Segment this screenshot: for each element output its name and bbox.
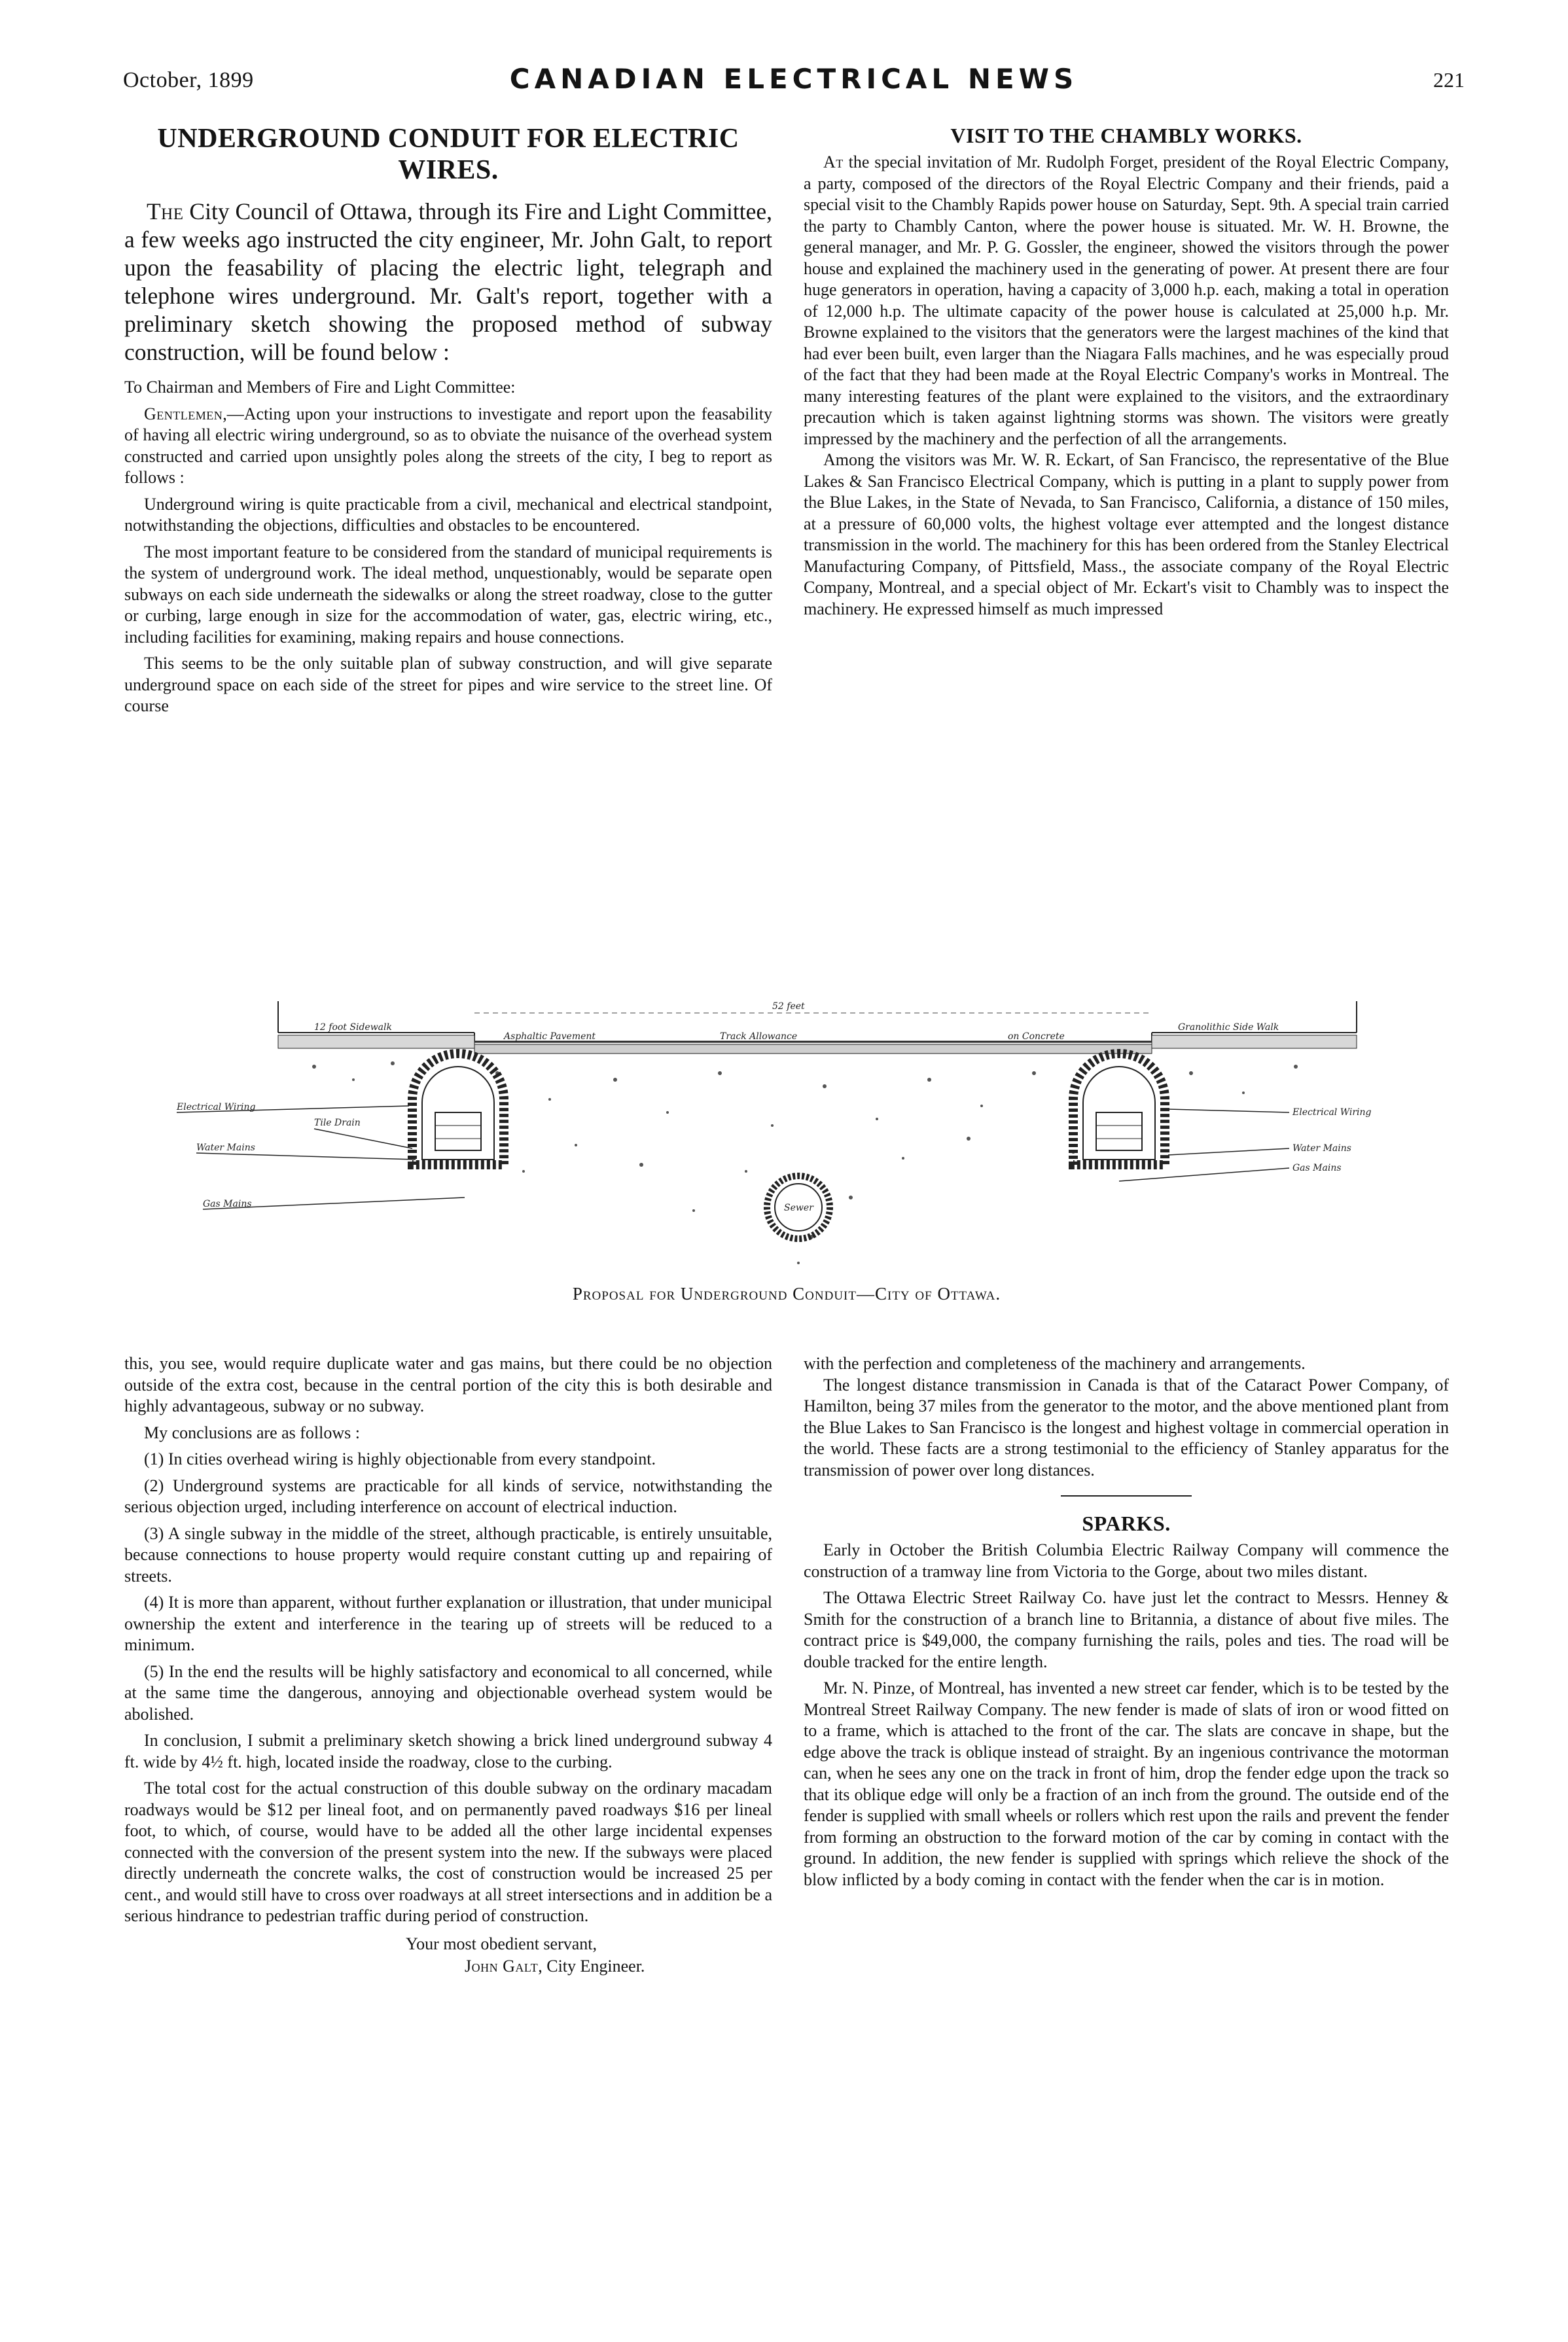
lead-text: City Council of Ottawa, through its Fire and Light Committee, a few weeks ago instructed the city engineer, Mr. John Galt, to report upon the feasability of placing the electric light, telegraph and telephone wires underground. Mr. Galt's report, together with a preliminary sketch showing the proposed method of subway construction, will be found below : — [124, 198, 772, 365]
cross-section-drawing — [157, 1001, 1387, 1289]
article-underground-conduit-part1 — [124, 123, 772, 717]
label-electrical-left: Electrical Wiring — [177, 1102, 256, 1112]
article-title: VISIT TO THE CHAMBLY WORKS. — [950, 124, 1302, 147]
masthead: CANADIAN ELECTRICAL NEWS — [509, 63, 1078, 95]
label-asphalt: Asphaltic Pavement — [504, 1031, 596, 1042]
article-paragraph — [804, 152, 1449, 450]
article-underground-conduit-part2 — [124, 1353, 772, 1977]
report-paragraph: The total cost for the actual construction of this double subway on the ordinary macadam roadways would be $12 per lineal foot, and on permanently paved roadways $16 per lineal foot, to which, of course, would have to be added all the other large incidental expenses connected with the conversion of the present system into the new. If the subways were placed directly underneath the concrete walks, the cost of construction would be increased 25 per cent., and would still have to cross over roadways at all street intersections and in addition be a serious hindrance to pedestrian traffic during period of construction. — [124, 1779, 772, 1925]
article-title: UNDERGROUND CONDUIT FOR ELECTRIC WIRES. — [157, 124, 739, 185]
running-header — [123, 64, 1465, 103]
article-paragraph: Among the visitors was Mr. W. R. Eckart, of San Francisco, the representative of the Blue Lakes & San Francisco Electrical Company, which is putting in a plant to supply power from the Blue Lakes, in the State of Nevada, to San Francisco, California, a distance of 150 miles, at a pressure of 60,000 volts, the highest voltage ever attempted and the longest distance transmission in the world. The machinery for this has been ordered from the Stanley Electrical Manufacturing Company, of Pittsfield, Mass., the associate company of the Royal Electric Company, Montreal, and a special object of Mr. Eckart's visit to Chambly was to inspect the machinery. He expressed himself as much impressed — [804, 450, 1449, 618]
conclusion-item: (1) In cities overhead wiring is highly objectionable from every standpoint. — [144, 1449, 656, 1468]
signature-title: , City Engineer. — [538, 1956, 645, 1976]
salutation: To Chairman and Members of Fire and Light Committee: — [124, 378, 516, 397]
label-track: Track Allowance — [720, 1031, 798, 1042]
article-paragraph: with the perfection and completeness of the machinery and arrangements. — [804, 1354, 1306, 1373]
first-word: At — [823, 152, 844, 171]
report-body-continued — [124, 1353, 772, 1927]
label-sidewalk-left: 12 foot Sidewalk — [314, 1022, 392, 1033]
article-chambly-works-part1 — [804, 123, 1449, 620]
article-paragraph: The longest distance transmission in Canada is that of the Cataract Power Company, of Hamilton, being 37 miles from the generator to the motor, and the above mentioned plant from the Blue Lakes to San Francisco is the longest and highest voltage in commercial operation in the world. These facts are a strong testimonial to the efficiency of Stanley apparatus for the transmission of power over long distances. — [804, 1375, 1449, 1480]
signature — [124, 1956, 772, 1977]
report-paragraph: In conclusion, I submit a preliminary sketch showing a brick lined underground subway 4 ft. wide by 4½ ft. high, located inside the roadway, close to the curbing. — [124, 1731, 772, 1771]
label-water-right: Water Mains — [1292, 1143, 1351, 1154]
label-gas-right: Gas Mains — [1292, 1163, 1342, 1173]
report-paragraph: This seems to be the only suitable plan of subway construction, and will give separate underground space on each side of the street for pipes and wire service to the street line. Of course — [124, 654, 772, 715]
label-tile-drain: Tile Drain — [314, 1118, 361, 1128]
label-concrete: on Concrete — [1008, 1031, 1065, 1042]
sparks-paragraph: Early in October the British Columbia Electric Railway Company will commence the construction of a tramway line from Victoria to the Gorge, about two miles distant. — [804, 1540, 1449, 1581]
label-sidewalk-right: Granolithic Side Walk — [1178, 1022, 1279, 1033]
sparks-paragraph: Mr. N. Pinze, of Montreal, has invented a new street car fender, which is to be tested by the Montreal Street Railway Company. The new fender is made of slats of iron or wood fitted on to a frame, which is attached to the front of the car. The slats are concave in shape, but the edge above the track is oblique instead of straight. By an ingenious contrivance the motorman can, when he sees any one on the track in front of him, drop the fender edge upon the track so that its oblique edge will only be a fraction of an inch from the ground. The outside end of the fender is supplied with small wheels or rollers which rest upon the rails and prevent the fender from forming an obstruction to the forward motion of the car by coming in contact with the ground. In addition, the new fender is supplied with springs which relieve the shock of the blow inflicted by a body coming in contact with the fender when the car is in motion. — [804, 1678, 1449, 1889]
closing: Your most obedient servant, — [406, 1934, 597, 1953]
report-paragraph: this, you see, would require duplicate water and gas mains, but there could be no objection outside of the extra cost, because in the central portion of the city this is both desirable and highly advantageous, subway or no subway. — [124, 1354, 772, 1415]
article-lead — [124, 198, 772, 366]
paragraph-text: ,—Acting upon your instructions to investigate and report upon the feasability of having all electric wiring underground, so as to obviate the nuisance of the overhead system constructed and carried upon unsightly poles along the streets of the city, I beg to report as follows : — [124, 404, 772, 487]
conduit-cross-section-figure — [157, 1001, 1387, 1289]
conclusion-item: (5) In the end the results will be highly satisfactory and economical to all concerned, while at the same time the dangerous, annoying and objectionable overhead system would be abolished. — [124, 1661, 772, 1724]
sparks-title: SPARKS. — [1082, 1512, 1171, 1535]
label-water-left: Water Mains — [196, 1143, 255, 1153]
issue-date: October, 1899 — [123, 68, 254, 92]
figure-caption: Proposal for Underground Conduit—City of Ottawa. — [572, 1284, 1001, 1304]
conclusion-item: (4) It is more than apparent, without further explanation or illustration, that under municipal ownership the extent and interference in the tearing up of streets will be reduced to a minimum. — [124, 1593, 772, 1654]
report-paragraph: The most important feature to be considered from the standard of municipal requirements is the system of underground work. The ideal method, unquestionably, would be separate open subways on each side underneath the sidewalks or along the street roadway, close to the gutter or curbing, large enough in size for the accommodation of water, gas, electric wiring, etc., including facilities for examining, making repairs and house connections. — [124, 542, 772, 647]
signature-name: John Galt — [465, 1956, 539, 1976]
lead-first-word: The — [147, 198, 184, 224]
sparks-paragraph: The Ottawa Electric Street Railway Co. have just let the contract to Messrs. Henney & Smith for the construction of a branch line to Britannia, a distance of about five miles. The contract price is $49,000, the company furnishing the rails, poles and ties. The road will be double tracked for the entire length. — [804, 1588, 1449, 1671]
page-number: 221 — [1433, 68, 1465, 92]
article-body — [804, 152, 1449, 620]
article-chambly-works-part2 — [804, 1353, 1449, 1890]
gentlemen-word: Gentlemen — [144, 404, 223, 423]
report-paragraph: Underground wiring is quite practicable from a civil, mechanical and electrical standpoint, notwithstanding the objections, difficulties and obstacles to be encountered. — [124, 494, 772, 535]
conclusion-item: (3) A single subway in the middle of the street, although practicable, is entirely unsuitable, because connections to house property would require constant cutting up and repairing of streets. — [124, 1523, 772, 1586]
label-gas-left: Gas Mains — [203, 1199, 252, 1209]
report-paragraph — [124, 404, 772, 489]
sparks-body — [804, 1540, 1449, 1890]
conclusion-item: (2) Underground systems are practicable for all kinds of service, notwithstanding the serious objection urged, including interference on account of electrical induction. — [124, 1476, 772, 1516]
conclusions-intro: My conclusions are as follows : — [144, 1423, 361, 1442]
article-body-continued — [804, 1353, 1449, 1481]
section-divider — [1061, 1495, 1192, 1497]
report-body — [124, 377, 772, 717]
paragraph-text: the special invitation of Mr. Rudolph Forget, president of the Royal Electric Company, a party, composed of the directors of the Royal Electric Company and their friends, paid a special visit to the Chambly Rapids power house on Saturday, Sept. 9th. A special train carried the party to Chambly Canton, where the power house is situated. Mr. W. H. Browne, the general manager, and Mr. P. G. Gossler, the engineer, showed the visitors through the power house and explained the machinery used in the generating of power. At present there are four huge generators in operation, having a capacity of 3,000 h.p. each, making a total in operation of 12,000 h.p. The ultimate capacity of the power house is calculated at 25,000 h.p. Mr. Browne explained to the visitors that the generators were the largest machines of the kind that had ever been built, even larger than the Niagara Falls machines, and he was especially proud of the fact that they had been made at the Royal Electric Company's works in Montreal. The many interesting features of the plant were explained to the visitors, and the extraordinary precaution which is taken against lightning storms was shown. The visitors were greatly impressed by the machinery and the perfection of all the arrangements. — [804, 152, 1449, 448]
label-sewer: Sewer — [784, 1203, 813, 1213]
label-electrical-right: Electrical Wiring — [1292, 1107, 1372, 1118]
label-width: 52 feet — [772, 1001, 805, 1012]
